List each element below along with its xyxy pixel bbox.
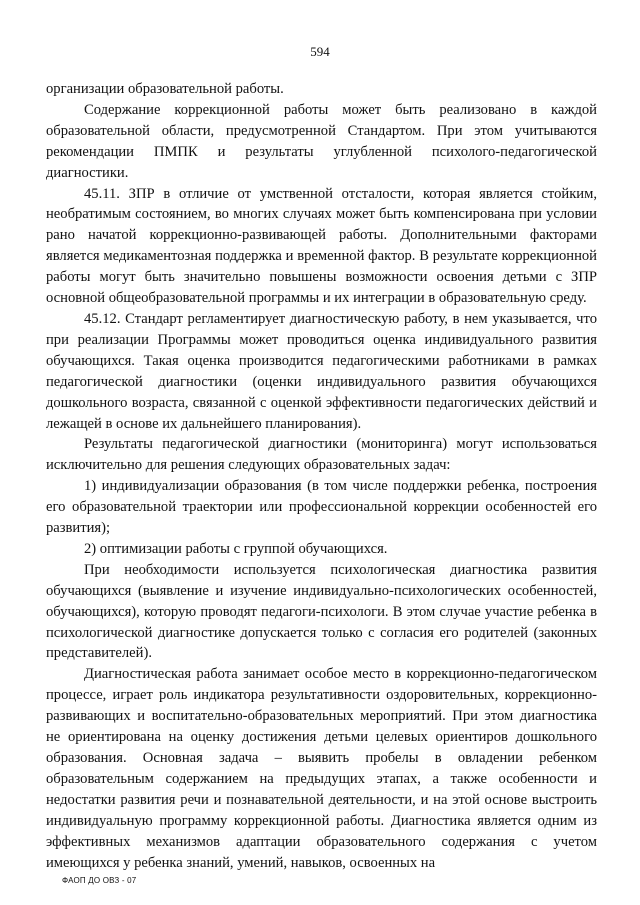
paragraph: 1) индивидуализации образования (в том числе поддержки ребенка, построения его образовательной траектории или профессиональной коррекции особенностей его развития); xyxy=(46,478,597,537)
footer-label: ФАОП ДО ОВЗ - 07 xyxy=(62,876,137,885)
paragraph: При необходимости используется психологическая диагностика развития обучающихся (выявление и изучение индивидуально-психологических особенностей, обучающихся), которую проводят педагоги-психологи. В этом случае участие ребенка в психологической диагностике допускается только с согласия его родителей (законных представителей). xyxy=(46,561,597,662)
paragraph: 45.11. ЗПР в отличие от умственной отсталости, которая является стойким, необратимым состоянием, во многих случаях может быть компенсирована при условии рано начатой коррекционно-развивающей работы. Дополнительными факторами является медикаментозная поддержка и временной фактор. В результате коррекционной работы могут быть значительно повышены возможности освоения детьми с ЗПР основной общеобразовательной программы и их интеграции в образовательную среду. xyxy=(46,185,597,307)
paragraph: Результаты педагогической диагностики (мониторинга) могут использоваться исключительно для решения следующих образовательных задач: xyxy=(46,436,597,474)
page-number: 594 xyxy=(310,44,330,59)
paragraph: 45.12. Стандарт регламентирует диагностическую работу, в нем указывается, что при реализации Программы может проводиться оценка индивидуального развития обучающихся. Такая оценка производится педагогическими работниками в рамках педагогической диагностики (оценки индивидуального развития обучающихся дошкольного возраста, связанной с оценкой эффективности педагогических действий и лежащей в основе их дальнейшего планирования). xyxy=(46,310,597,432)
paragraph: 2) оптимизации работы с группой обучающихся. xyxy=(84,540,388,557)
paragraph: Диагностическая работа занимает особое место в коррекционно-педагогическом процессе, играет роль индикатора результативности оздоровительных, коррекционно-развивающих и воспитательно-образовательных мероприятий. При этом диагностика не ориентирована на оценку достижения детьми целевых ориентиров дошкольного образования. Основная задача – выявить пробелы в овладении ребенком образовательным содержанием на предыдущих этапах, а также особенности и недостатки развития речи и познавательной деятельности, и на этой основе выстроить индивидуальную программу коррекционной работы. Диагностика является одним из эффективных механизмов адаптации образовательного содержания с учетом имеющихся у ребенка знаний, умений, навыков, освоенных на xyxy=(46,666,597,871)
body-text xyxy=(46,79,597,873)
paragraph: организации образовательной работы. xyxy=(46,81,284,97)
paragraph: Содержание коррекционной работы может быть реализовано в каждой образовательной области, предусмотренной Стандартом. При этом учитываются рекомендации ПМПК и результаты углубленной психолого-педагогической диагностики. xyxy=(46,101,597,181)
